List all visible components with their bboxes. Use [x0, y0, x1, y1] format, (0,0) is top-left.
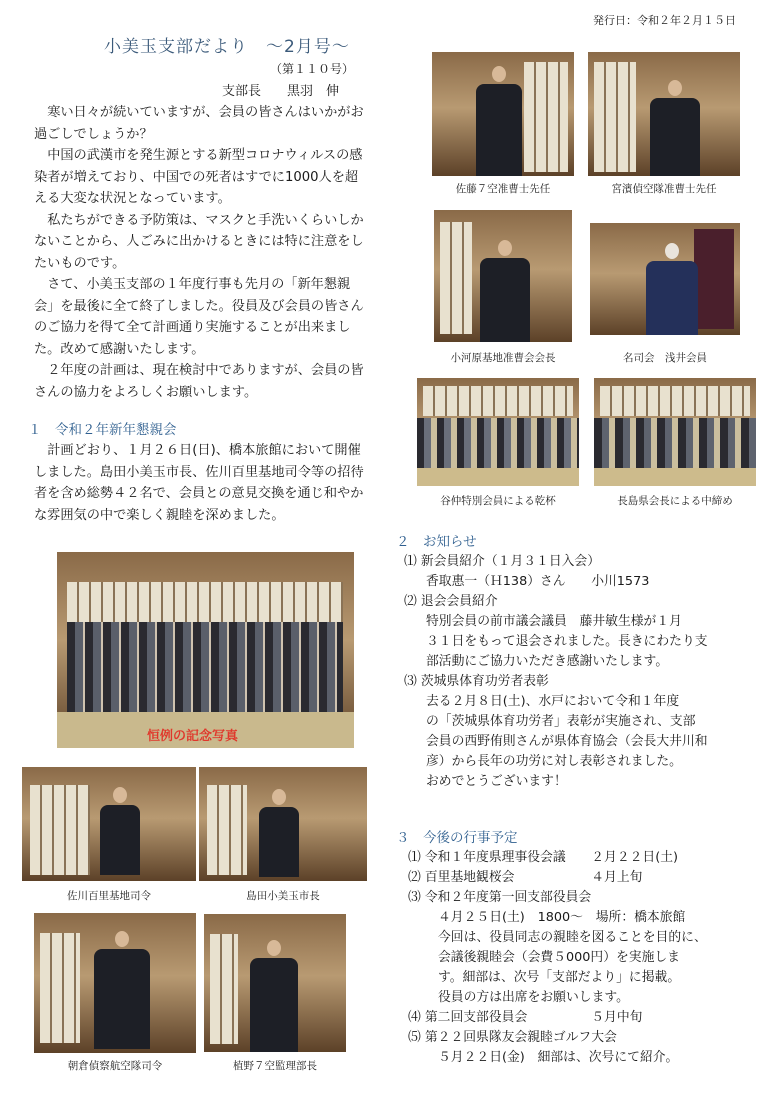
photo-caption: 植野７空監理部長: [233, 1060, 317, 1072]
photo-person: [259, 789, 299, 877]
photo-shoji: [524, 62, 568, 172]
photo-sagawa: [22, 767, 196, 881]
intro-paragraph: 寒い日々が続いていますが、会員の皆さんはいかがお過ごしでしょうか？: [34, 105, 364, 142]
schedule-line: 会議後親睦会（会費５000円）を実施しま: [438, 950, 680, 965]
notice-title: ⑶ 茨城県体育功労者表彰: [404, 674, 549, 689]
schedule-line: す。細部は、次号「支部だより」に掲載。: [438, 970, 681, 985]
notice-line: の「茨城県体育功労者」表彰が実施され、支部: [426, 714, 696, 729]
photo-shoji: [600, 386, 750, 416]
photo-people: [594, 418, 756, 468]
photo-sato: [432, 52, 574, 176]
notice-line: 特別会員の前市議会議員 藤井敏生様が１月: [426, 614, 682, 629]
intro-paragraph: さて、小美玉支部の１年度行事も先月の「新年懇親会」を最後に全て終了しました。役員及び会員の皆さんのご協力を得て全て計画通り実施することが出来ました。改めて感謝いたします。: [34, 277, 364, 357]
photo-caption: 小河原基地准曹会会長: [450, 352, 556, 364]
photo-shoji: [594, 62, 636, 172]
schedule-line: ４月２５日(土) 1800～ 場所：橋本旅館: [438, 910, 686, 925]
photo-caption: 島田小美玉市長: [246, 890, 320, 902]
photo-person: [476, 66, 522, 176]
notice-line: 彦）から長年の功労に対し表彰されました。: [426, 754, 682, 769]
section1-body: [34, 440, 364, 526]
schedule-line: ５月２２日(金) 細部は、次号にて紹介。: [438, 1050, 679, 1065]
photo-shoji: [210, 934, 238, 1044]
schedule-line: 今回は、役員同志の親睦を図ることを目的に、: [438, 930, 707, 945]
photo-person: [480, 240, 530, 342]
photo-ueno: [204, 914, 346, 1052]
section1-heading: １ 令和２年新年懇親会: [28, 422, 177, 438]
issue-date: 発行日：令和２年２月１５日: [593, 14, 736, 27]
section1-paragraph: 計画どおり、１月２６日(日)、橋本旅館において開催しました。島田小美玉市長、佐川百里基地司令等の招待者を含め総勢４２名で、会員との意見交換を通じ和やかな雰囲気の中で楽しく親睦を深めました。: [34, 443, 364, 523]
photo-caption: 宮濱偵空隊准曹士先任: [611, 183, 717, 195]
issue-number: （第１１０号）: [270, 62, 355, 76]
photo-asai: [590, 223, 740, 335]
notice-line: 会員の西野侑則さんが県体育協会（会長大井川和: [426, 734, 708, 749]
notice-line: ３１日をもって退会されました。長きにわたり支: [426, 634, 708, 649]
intro-paragraph: 中国の武漢市を発生源とする新型コロナウィルスの感染者が増えており、中国での死者はすでに1000人を超える大変な状況となっています。: [34, 148, 363, 206]
schedule-title: ⑸ 第２２回県隊友会親睦ゴルフ大会: [408, 1030, 617, 1045]
photo-person: [650, 80, 700, 176]
section2-heading: ２ お知らせ: [396, 534, 477, 550]
notice-line: 部活動にご協力いただき感謝いたします。: [426, 654, 669, 669]
schedule-title: ⑴ 令和１年度県理事役会議 ２月２２日(土): [408, 850, 678, 865]
photo-shoji: [423, 386, 573, 416]
intro-text: [34, 102, 364, 403]
schedule-line: 役員の方は出席をお願いします。: [438, 990, 629, 1005]
schedule-title: ⑶ 令和２年度第一回支部役員会: [408, 890, 592, 905]
schedule-title: ⑷ 第二回支部役員会 ５月中旬: [408, 1010, 643, 1025]
group-photo: [57, 552, 354, 748]
photo-caption: 谷仲特別会員による乾杯: [440, 495, 556, 507]
photo-miyahama: [588, 52, 740, 176]
photo-shoji: [67, 582, 343, 622]
photo-ogawara: [434, 210, 572, 342]
newsletter-title: 小美玉支部だより ～2月号～: [104, 37, 350, 57]
photo-shimada: [199, 767, 367, 881]
photo-shoji: [40, 933, 80, 1043]
section3-heading: ３ 今後の行事予定: [396, 830, 518, 846]
author: 支部長 黒羽 伸: [222, 84, 340, 99]
photo-shoji: [30, 785, 90, 875]
notice-line: 去る２月８日(土)、水戸において令和１年度: [426, 694, 680, 709]
photo-toast: [417, 378, 579, 486]
photo-caption: 長島県会長による中締め: [617, 495, 733, 507]
section2-list: [404, 552, 754, 792]
photo-floor: [417, 468, 579, 486]
photo-person: [250, 940, 298, 1052]
photo-people: [417, 418, 579, 468]
photo-curtain: [694, 229, 734, 329]
schedule-title: ⑵ 百里基地観桜会 ４月上旬: [408, 870, 643, 885]
photo-caption: 佐川百里基地司令: [67, 890, 151, 902]
section3-list: [408, 848, 758, 1068]
intro-paragraph: 私たちができる予防策は、マスクと手洗いくらいしかないことから、人ごみに出かけるときには特に注意をしたいものです。: [34, 212, 364, 271]
notice-title: ⑴ 新会員紹介（１月３１日入会）: [404, 554, 601, 569]
photo-caption: 名司会 浅井会員: [623, 352, 707, 364]
photo-people: [67, 622, 343, 712]
photo-floor: [594, 468, 756, 486]
photo-person: [94, 931, 150, 1049]
photo-closing: [594, 378, 756, 486]
photo-person: [646, 243, 698, 335]
photo-shoji: [440, 222, 472, 334]
intro-paragraph: ２年度の計画は、現在検討中でありますが、会員の皆さんの協力をよろしくお願いします。: [34, 363, 364, 400]
photo-asakura: [34, 913, 196, 1053]
notice-line: 香取惠一（Ｈ138）さん 小川1573: [426, 574, 650, 589]
notice-title: ⑵ 退会会員紹介: [404, 594, 498, 609]
group-photo-caption: 恒例の記念写真: [147, 729, 239, 744]
notice-line: おめでとうございます！: [426, 774, 567, 789]
photo-shoji: [207, 785, 247, 875]
photo-caption: 佐藤７空准曹士先任: [455, 183, 551, 195]
photo-caption: 朝倉偵察航空隊司令: [67, 1060, 163, 1072]
photo-person: [100, 787, 140, 875]
